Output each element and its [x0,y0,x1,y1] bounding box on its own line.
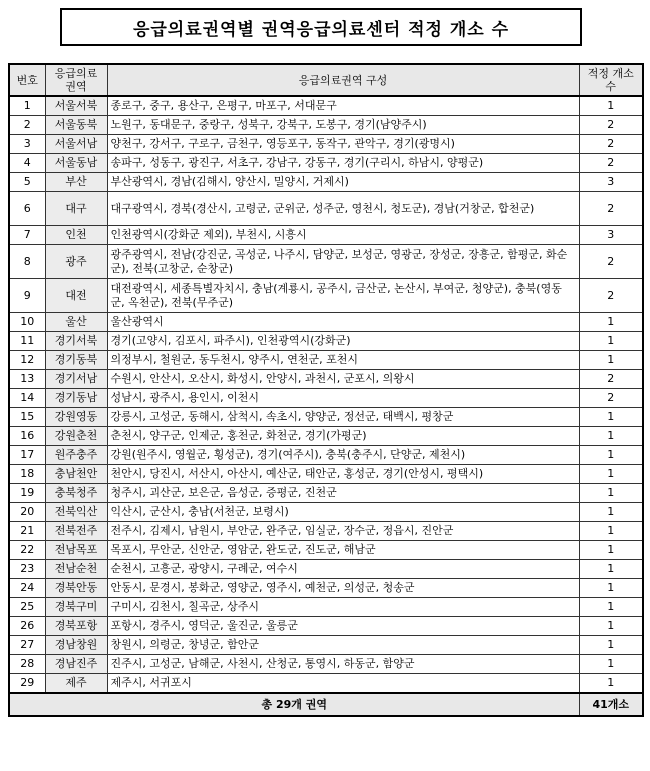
row-number: 24 [9,579,45,598]
row-number: 2 [9,116,45,135]
row-composition: 목포시, 무안군, 신안군, 영암군, 완도군, 진도군, 해남군 [107,541,579,560]
row-composition: 대구광역시, 경북(경산시, 고령군, 군위군, 성주군, 영천시, 청도군), 경남(거창군, 합천군) [107,192,579,226]
row-count: 2 [579,116,643,135]
row-count: 1 [579,579,643,598]
table-row [9,351,643,370]
row-region-name: 경남진주 [45,655,107,674]
row-number: 20 [9,503,45,522]
row-composition: 울산광역시 [107,313,579,332]
table-row [9,541,643,560]
row-region-name: 충남천안 [45,465,107,484]
row-composition: 수원시, 안산시, 오산시, 화성시, 안양시, 과천시, 군포시, 의왕시 [107,370,579,389]
row-number: 17 [9,446,45,465]
table-row [9,655,643,674]
row-region-name: 강원춘천 [45,427,107,446]
row-region-name: 부산 [45,173,107,192]
row-count: 2 [579,154,643,173]
table-row [9,446,643,465]
total-label: 총 29개 권역 [9,693,579,716]
header-region: 응급의료 권역 [45,64,107,96]
table-row [9,116,643,135]
row-number: 18 [9,465,45,484]
row-region-name: 충북청주 [45,484,107,503]
row-composition: 순천시, 고흥군, 광양시, 구례군, 여수시 [107,560,579,579]
row-composition: 부산광역시, 경남(김해시, 양산시, 밀양시, 거제시) [107,173,579,192]
row-composition: 광주광역시, 전남(강진군, 곡성군, 나주시, 담양군, 보성군, 영광군, 장성군, 장흥군, 함평군, 화순군), 전북(고창군, 순창군) [107,245,579,279]
table-row [9,135,643,154]
page-title: 응급의료권역별 권역응급의료센터 적정 개소 수 [60,8,582,46]
row-number: 28 [9,655,45,674]
table-row [9,408,643,427]
row-region-name: 광주 [45,245,107,279]
row-composition: 안동시, 문경시, 봉화군, 영양군, 영주시, 예천군, 의성군, 청송군 [107,579,579,598]
header-count: 적정 개소 수 [579,64,643,96]
row-region-name: 경북구미 [45,598,107,617]
table-row [9,154,643,173]
row-count: 1 [579,674,643,694]
table-row [9,484,643,503]
table-header-row [9,64,643,96]
table-row [9,617,643,636]
row-count: 1 [579,465,643,484]
row-composition: 성남시, 광주시, 용인시, 이천시 [107,389,579,408]
row-count: 2 [579,135,643,154]
table-row [9,332,643,351]
row-number: 23 [9,560,45,579]
row-number: 16 [9,427,45,446]
row-region-name: 서울서북 [45,96,107,116]
row-composition: 익산시, 군산시, 충남(서천군, 보령시) [107,503,579,522]
row-region-name: 울산 [45,313,107,332]
row-composition: 구미시, 김천시, 칠곡군, 상주시 [107,598,579,617]
row-region-name: 경기동북 [45,351,107,370]
header-composition: 응급의료권역 구성 [107,64,579,96]
row-region-name: 경기서북 [45,332,107,351]
row-region-name: 강원영동 [45,408,107,427]
row-number: 4 [9,154,45,173]
row-count: 3 [579,226,643,245]
row-region-name: 전북익산 [45,503,107,522]
row-number: 10 [9,313,45,332]
row-composition: 인천광역시(강화군 제외), 부천시, 시흥시 [107,226,579,245]
row-composition: 춘천시, 양구군, 인제군, 홍천군, 화천군, 경기(가평군) [107,427,579,446]
row-region-name: 대전 [45,279,107,313]
table-row [9,173,643,192]
row-count: 2 [579,279,643,313]
total-count: 41개소 [579,693,643,716]
row-number: 8 [9,245,45,279]
row-number: 22 [9,541,45,560]
row-composition: 송파구, 성동구, 광진구, 서초구, 강남구, 강동구, 경기(구리시, 하남시, 양평군) [107,154,579,173]
header-no: 번호 [9,64,45,96]
row-composition: 창원시, 의령군, 창녕군, 함안군 [107,636,579,655]
row-count: 1 [579,96,643,116]
row-count: 1 [579,446,643,465]
row-count: 1 [579,560,643,579]
row-composition: 천안시, 당진시, 서산시, 아산시, 예산군, 태안군, 홍성군, 경기(안성시, 평택시) [107,465,579,484]
row-region-name: 대구 [45,192,107,226]
row-composition: 포항시, 경주시, 영덕군, 울진군, 울릉군 [107,617,579,636]
row-count: 2 [579,192,643,226]
table-row [9,427,643,446]
table-row [9,636,643,655]
table-row [9,560,643,579]
table-row [9,674,643,694]
table-row [9,279,643,313]
row-region-name: 전북전주 [45,522,107,541]
row-composition: 전주시, 김제시, 남원시, 부안군, 완주군, 임실군, 장수군, 정읍시, 진안군 [107,522,579,541]
row-count: 1 [579,332,643,351]
row-count: 1 [579,522,643,541]
table-row [9,370,643,389]
row-region-name: 서울동북 [45,116,107,135]
row-region-name: 전남목포 [45,541,107,560]
row-count: 2 [579,370,643,389]
row-count: 1 [579,351,643,370]
row-composition: 노원구, 동대문구, 중랑구, 성북구, 강북구, 도봉구, 경기(남양주시) [107,116,579,135]
row-composition: 강릉시, 고성군, 동해시, 삼척시, 속초시, 양양군, 정선군, 태백시, 평창군 [107,408,579,427]
table-row [9,313,643,332]
table-row [9,96,643,116]
table-row [9,389,643,408]
row-number: 6 [9,192,45,226]
table-row [9,465,643,484]
row-number: 1 [9,96,45,116]
row-number: 19 [9,484,45,503]
row-region-name: 경북안동 [45,579,107,598]
row-count: 3 [579,173,643,192]
row-composition: 제주시, 서귀포시 [107,674,579,694]
row-number: 26 [9,617,45,636]
row-count: 1 [579,598,643,617]
row-count: 1 [579,655,643,674]
row-region-name: 경북포항 [45,617,107,636]
total-row [9,693,643,716]
row-number: 27 [9,636,45,655]
row-number: 14 [9,389,45,408]
row-region-name: 인천 [45,226,107,245]
row-number: 29 [9,674,45,694]
row-number: 9 [9,279,45,313]
table-row [9,192,643,226]
row-count: 1 [579,503,643,522]
row-composition: 양천구, 강서구, 구로구, 금천구, 영등포구, 동작구, 관악구, 경기(광명시) [107,135,579,154]
row-composition: 대전광역시, 세종특별자치시, 충남(계룡시, 공주시, 금산군, 논산시, 부여군, 청양군), 충북(영동군, 옥천군), 전북(무주군) [107,279,579,313]
row-number: 7 [9,226,45,245]
row-number: 21 [9,522,45,541]
row-region-name: 원주충주 [45,446,107,465]
table-body [9,96,643,693]
row-count: 1 [579,313,643,332]
row-count: 1 [579,484,643,503]
row-region-name: 서울서남 [45,135,107,154]
row-composition: 강원(원주시, 영월군, 횡성군), 경기(여주시), 충북(충주시, 단양군, 제천시) [107,446,579,465]
row-number: 11 [9,332,45,351]
row-number: 25 [9,598,45,617]
row-count: 2 [579,245,643,279]
row-count: 1 [579,541,643,560]
row-number: 15 [9,408,45,427]
row-count: 2 [579,389,643,408]
row-region-name: 전남순천 [45,560,107,579]
row-region-name: 경기서남 [45,370,107,389]
row-composition: 청주시, 괴산군, 보은군, 음성군, 증평군, 진천군 [107,484,579,503]
row-count: 1 [579,408,643,427]
row-count: 1 [579,617,643,636]
table-row [9,598,643,617]
row-composition: 의정부시, 철원군, 동두천시, 양주시, 연천군, 포천시 [107,351,579,370]
region-table [8,63,644,717]
table-row [9,226,643,245]
row-count: 1 [579,636,643,655]
row-number: 3 [9,135,45,154]
table-row [9,522,643,541]
row-composition: 종로구, 중구, 용산구, 은평구, 마포구, 서대문구 [107,96,579,116]
table-row [9,503,643,522]
table-row [9,245,643,279]
row-region-name: 경남창원 [45,636,107,655]
row-region-name: 경기동남 [45,389,107,408]
row-count: 1 [579,427,643,446]
row-number: 12 [9,351,45,370]
row-region-name: 서울동남 [45,154,107,173]
row-composition: 진주시, 고성군, 남해군, 사천시, 산청군, 통영시, 하동군, 함양군 [107,655,579,674]
row-number: 5 [9,173,45,192]
row-region-name: 제주 [45,674,107,694]
table-row [9,579,643,598]
row-number: 13 [9,370,45,389]
row-composition: 경기(고양시, 김포시, 파주시), 인천광역시(강화군) [107,332,579,351]
